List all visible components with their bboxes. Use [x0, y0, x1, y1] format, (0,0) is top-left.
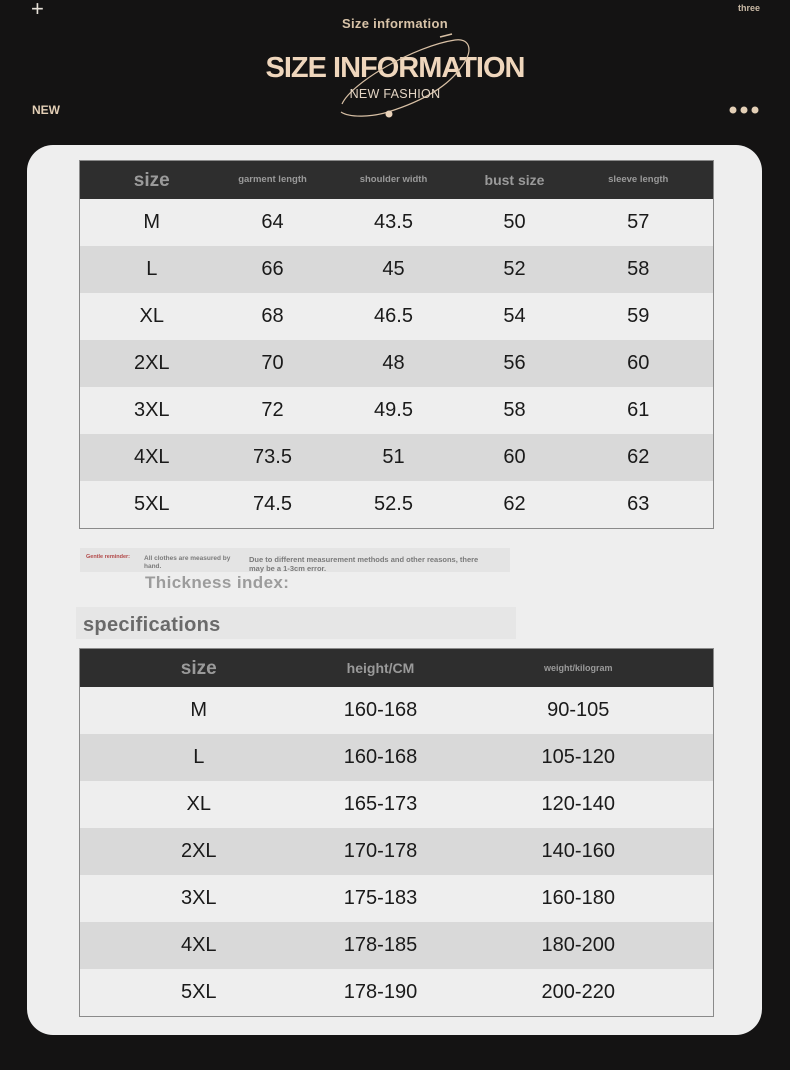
table-row — [80, 875, 714, 922]
sleeve-length-cell: 58 — [564, 246, 714, 293]
weight-cell: 105-120 — [444, 734, 714, 781]
bust-size-cell: 56 — [466, 340, 564, 387]
size-cell: 5XL — [80, 481, 224, 529]
height-cell: 175-183 — [318, 875, 444, 922]
bust-size-cell: 54 — [466, 293, 564, 340]
table-row — [80, 246, 714, 293]
height-cell: 178-190 — [318, 969, 444, 1017]
column-header-size: size — [80, 649, 318, 688]
top-caption: Size information — [342, 16, 448, 31]
reminder-text-error: Due to different measurement methods and other reasons, there may be a 1-3cm error. — [249, 555, 479, 573]
bust-size-cell: 50 — [466, 199, 564, 246]
size-cell: 4XL — [80, 922, 318, 969]
table-row — [80, 734, 714, 781]
shoulder-width-cell: 43.5 — [322, 199, 466, 246]
size-cell: L — [80, 246, 224, 293]
shoulder-width-cell: 45 — [322, 246, 466, 293]
table-row — [80, 828, 714, 875]
specifications-table — [79, 648, 714, 1017]
column-header-sleeve-length: sleeve length — [564, 161, 714, 200]
size-table — [79, 160, 714, 529]
weight-cell: 160-180 — [444, 875, 714, 922]
table-row — [80, 199, 714, 246]
table-row — [80, 340, 714, 387]
size-cell: 5XL — [80, 969, 318, 1017]
column-header-bust-size: bust size — [466, 161, 564, 200]
size-cell: 2XL — [80, 828, 318, 875]
sleeve-length-cell: 62 — [564, 434, 714, 481]
shoulder-width-cell: 49.5 — [322, 387, 466, 434]
weight-cell: 180-200 — [444, 922, 714, 969]
size-cell: L — [80, 734, 318, 781]
shoulder-width-cell: 46.5 — [322, 293, 466, 340]
subtitle: NEW FASHION — [349, 87, 441, 101]
size-cell: 3XL — [80, 387, 224, 434]
bust-size-cell: 60 — [466, 434, 564, 481]
size-cell: M — [80, 199, 224, 246]
garment-length-cell: 73.5 — [224, 434, 322, 481]
new-label: NEW — [32, 103, 60, 117]
size-table-header-row — [80, 161, 714, 200]
sleeve-length-cell: 61 — [564, 387, 714, 434]
height-cell: 160-168 — [318, 687, 444, 734]
size-cell: 3XL — [80, 875, 318, 922]
sleeve-length-cell: 59 — [564, 293, 714, 340]
weight-cell: 200-220 — [444, 969, 714, 1017]
size-cell: 4XL — [80, 434, 224, 481]
weight-cell: 140-160 — [444, 828, 714, 875]
height-cell: 178-185 — [318, 922, 444, 969]
size-cell: XL — [80, 293, 224, 340]
table-row — [80, 922, 714, 969]
garment-length-cell: 72 — [224, 387, 322, 434]
height-cell: 165-173 — [318, 781, 444, 828]
table-row — [80, 387, 714, 434]
shoulder-width-cell: 51 — [322, 434, 466, 481]
weight-cell: 120-140 — [444, 781, 714, 828]
specifications-header-row — [80, 649, 714, 688]
size-cell: XL — [80, 781, 318, 828]
garment-length-cell: 68 — [224, 293, 322, 340]
table-row — [80, 434, 714, 481]
bust-size-cell: 58 — [466, 387, 564, 434]
garment-length-cell: 74.5 — [224, 481, 322, 529]
reminder-text-measured: All clothes are measured by hand. — [144, 555, 231, 571]
size-cell: 2XL — [80, 340, 224, 387]
sleeve-length-cell: 63 — [564, 481, 714, 529]
height-cell: 160-168 — [318, 734, 444, 781]
shoulder-width-cell: 52.5 — [322, 481, 466, 529]
corner-label: three — [738, 3, 761, 13]
garment-length-cell: 66 — [224, 246, 322, 293]
table-row — [80, 687, 714, 734]
column-header-height: height/CM — [318, 649, 444, 688]
table-row — [80, 781, 714, 828]
sleeve-length-cell: 57 — [564, 199, 714, 246]
reminder-label: Gentle reminder: — [86, 554, 131, 560]
bust-size-cell: 62 — [466, 481, 564, 529]
column-header-size: size — [80, 161, 224, 200]
size-cell: M — [80, 687, 318, 734]
garment-length-cell: 70 — [224, 340, 322, 387]
thickness-index-label: Thickness index: — [145, 573, 290, 592]
height-cell: 170-178 — [318, 828, 444, 875]
specifications-title: specifications — [83, 614, 221, 636]
garment-length-cell: 64 — [224, 199, 322, 246]
shoulder-width-cell: 48 — [322, 340, 466, 387]
table-row — [80, 481, 714, 529]
column-header-weight: weight/kilogram — [444, 649, 714, 688]
plus-icon: + — [31, 0, 44, 21]
sleeve-length-cell: 60 — [564, 340, 714, 387]
column-header-shoulder-width: shoulder width — [322, 161, 466, 200]
swoosh-decoration-icon — [0, 0, 790, 130]
more-dots-icon — [728, 104, 762, 116]
column-header-garment-length: garment length — [224, 161, 322, 200]
table-row — [80, 293, 714, 340]
page-title: SIZE INFORMATION — [265, 52, 525, 84]
bust-size-cell: 52 — [466, 246, 564, 293]
weight-cell: 90-105 — [444, 687, 714, 734]
table-row — [80, 969, 714, 1017]
